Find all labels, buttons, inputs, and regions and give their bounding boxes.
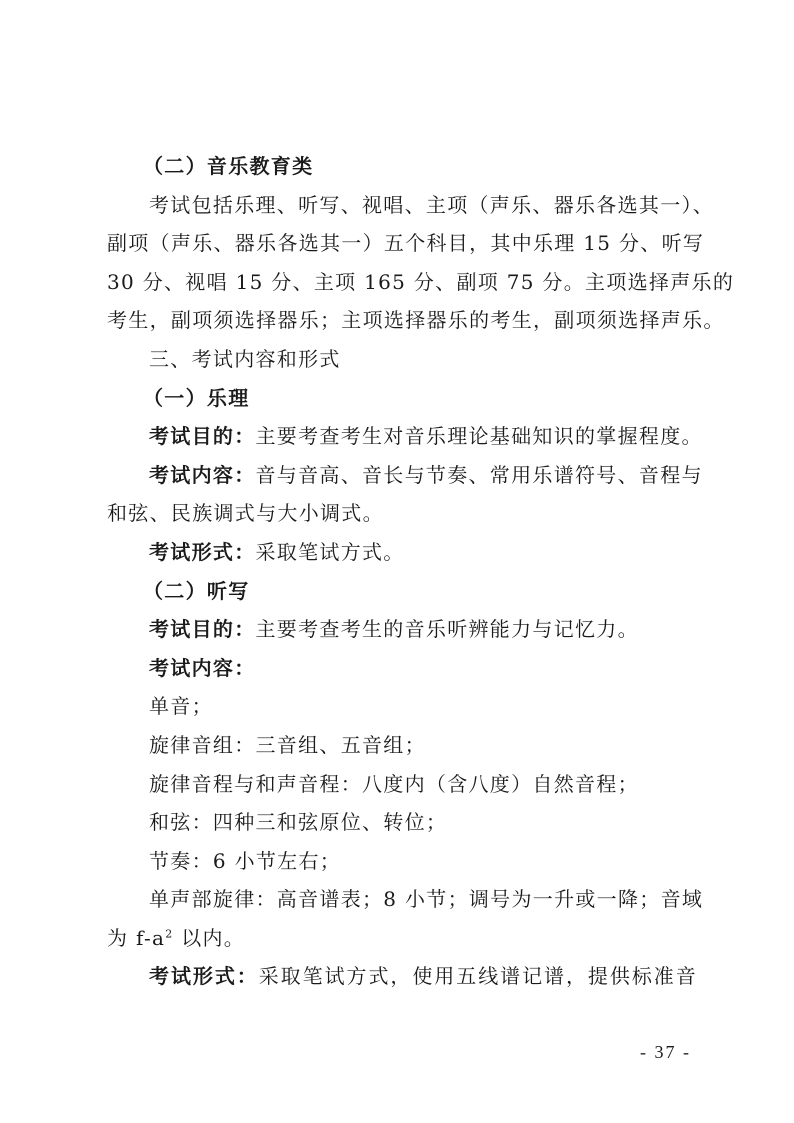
section-heading-exam-content: 三、考试内容和形式 <box>149 346 341 371</box>
dictation-content-label: 考试内容： <box>149 655 256 680</box>
purpose-text: 主要考查考生对音乐理论基础知识的掌握程度。 <box>255 424 703 449</box>
range-suffix: 以内。 <box>173 925 246 950</box>
purpose-text: 主要考查考生的音乐听辨能力与记忆力。 <box>255 617 639 642</box>
range-line <box>107 919 697 958</box>
list-item: 单音； <box>149 694 213 719</box>
theory-form <box>107 533 697 572</box>
range-superscript: 2 <box>165 927 174 941</box>
purpose-label: 考试目的： <box>149 617 256 642</box>
paragraph-line: 30 分、视唱 15 分、主项 165 分、副项 75 分。主项选择声乐的 <box>107 269 735 294</box>
form-label: 考试形式： <box>149 964 259 989</box>
paragraph-line: 考试包括乐理、听写、视唱、主项（声乐、器乐各选其一）、 <box>149 192 715 217</box>
purpose-label: 考试目的： <box>149 424 256 449</box>
theory-purpose <box>107 417 703 456</box>
list-item: 节奏：6 小节左右； <box>149 848 342 873</box>
list-item: 旋律音程与和声音程：八度内（含八度）自然音程； <box>149 771 639 796</box>
list-item: 和弦：四种三和弦原位、转位； <box>149 810 448 835</box>
subsection-heading-music-theory: （一）乐理 <box>143 385 250 410</box>
subsection-heading-dictation: （二）听写 <box>143 578 250 603</box>
range-prefix: 为 f-a <box>107 925 166 950</box>
content-text: 音与音高、音长与节奏、常用乐谱符号、音程与 <box>255 462 703 487</box>
form-label: 考试形式： <box>149 539 256 564</box>
list-item: 单声部旋律：高音谱表；8 小节；调号为一升或一降；音域 <box>149 887 704 912</box>
page-number: - 37 - <box>640 1042 691 1062</box>
paragraph-line: 考生，副项须选择器乐；主项选择器乐的考生，副项须选择声乐。 <box>107 308 725 333</box>
theory-content-continued: 和弦、民族调式与大小调式。 <box>107 501 384 526</box>
section-heading-music-education: （二）音乐教育类 <box>143 154 314 178</box>
paragraph-line: 副项（声乐、器乐各选其一）五个科目，其中乐理 15 分、听写 <box>107 231 705 256</box>
form-text: 采取笔试方式。 <box>255 539 405 564</box>
theory-content <box>107 456 703 495</box>
list-item: 旋律音组：三音组、五音组； <box>149 732 426 757</box>
content-label: 考试内容： <box>149 462 256 487</box>
document-page <box>107 147 735 996</box>
form-text: 采取笔试方式，使用五线谱记谱，提供标准音 <box>258 964 698 989</box>
dictation-purpose <box>107 610 697 649</box>
dictation-form <box>107 957 697 996</box>
